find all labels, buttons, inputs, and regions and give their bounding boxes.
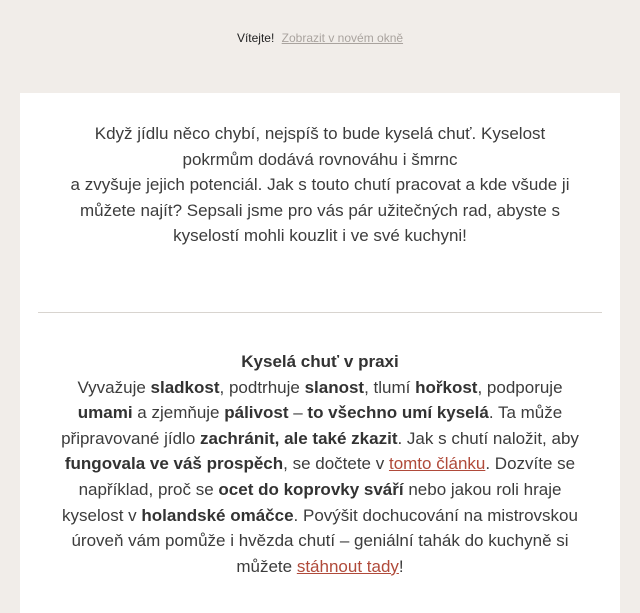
bold-sweetness: sladkost (150, 377, 220, 397)
text-run: . Dozvíte se například, proč se (78, 454, 576, 499)
text-run: . Povýšit dochucování na mistrovskou úroveň vám pomůže i hvězda chutí – geniální tahák do kuchyně si můžete (71, 505, 578, 576)
section-heading: Kyselá chuť v praxi (241, 352, 399, 371)
intro-paragraph (60, 121, 580, 249)
text-run: ! (398, 556, 404, 576)
text-run: , se dočtete v (283, 454, 389, 474)
bold-hollandaise: holandské omáčce (141, 505, 294, 525)
bold-vinegar-dill: ocet do koprovky sváří (218, 479, 404, 499)
text-run: . Jak s chutí naložit, aby (397, 428, 579, 448)
email-preheader (0, 0, 640, 93)
bold-bitterness: hořkost (415, 377, 478, 397)
text-run: a zjemňuje (132, 403, 225, 423)
section-paragraph (60, 349, 580, 579)
bold-spiciness: pálivost (224, 403, 289, 423)
bold-in-your-favor: fungovala ve váš prospěch (64, 454, 284, 474)
welcome-text: Vítejte! (236, 31, 275, 45)
text-run: , tlumí (364, 377, 416, 397)
bold-umami: umami (77, 403, 133, 423)
bold-saltiness: slanost (304, 377, 365, 397)
intro-line-1: Když jídlu něco chybí, nejspíš to bude kyselá chuť. Kyselost pokrmům dodává rovnováhu i šmrnc (94, 124, 546, 169)
bold-all-sour: to všechno umí kyselá (307, 403, 489, 423)
text-run: – (288, 403, 308, 423)
download-link[interactable]: stáhnout tady (296, 556, 399, 576)
intro-line-2: a zvyšuje jejich potenciál. Jak s touto chutí pracovat a kde všude ji můžete najít? Sepsali jsme pro vás pár užitečných rad, abyste s kyselostí mohli kouzlit i ve své kuchyni! (70, 175, 570, 246)
text-run: . Ta může připravované jídlo (61, 403, 563, 448)
view-in-browser-link[interactable]: Zobrazit v novém okně (281, 31, 404, 45)
text-run: Vyvažuje (77, 377, 151, 397)
bold-save-or-spoil: zachránit, ale také zkazit (200, 428, 398, 448)
text-run: , podtrhuje (219, 377, 305, 397)
text-run: , podporuje (477, 377, 563, 397)
text-run: nebo jakou roli hraje kyselost v (62, 479, 562, 525)
article-link[interactable]: tomto článku (388, 454, 486, 474)
email-content-card (20, 93, 620, 613)
section-divider (38, 312, 602, 313)
